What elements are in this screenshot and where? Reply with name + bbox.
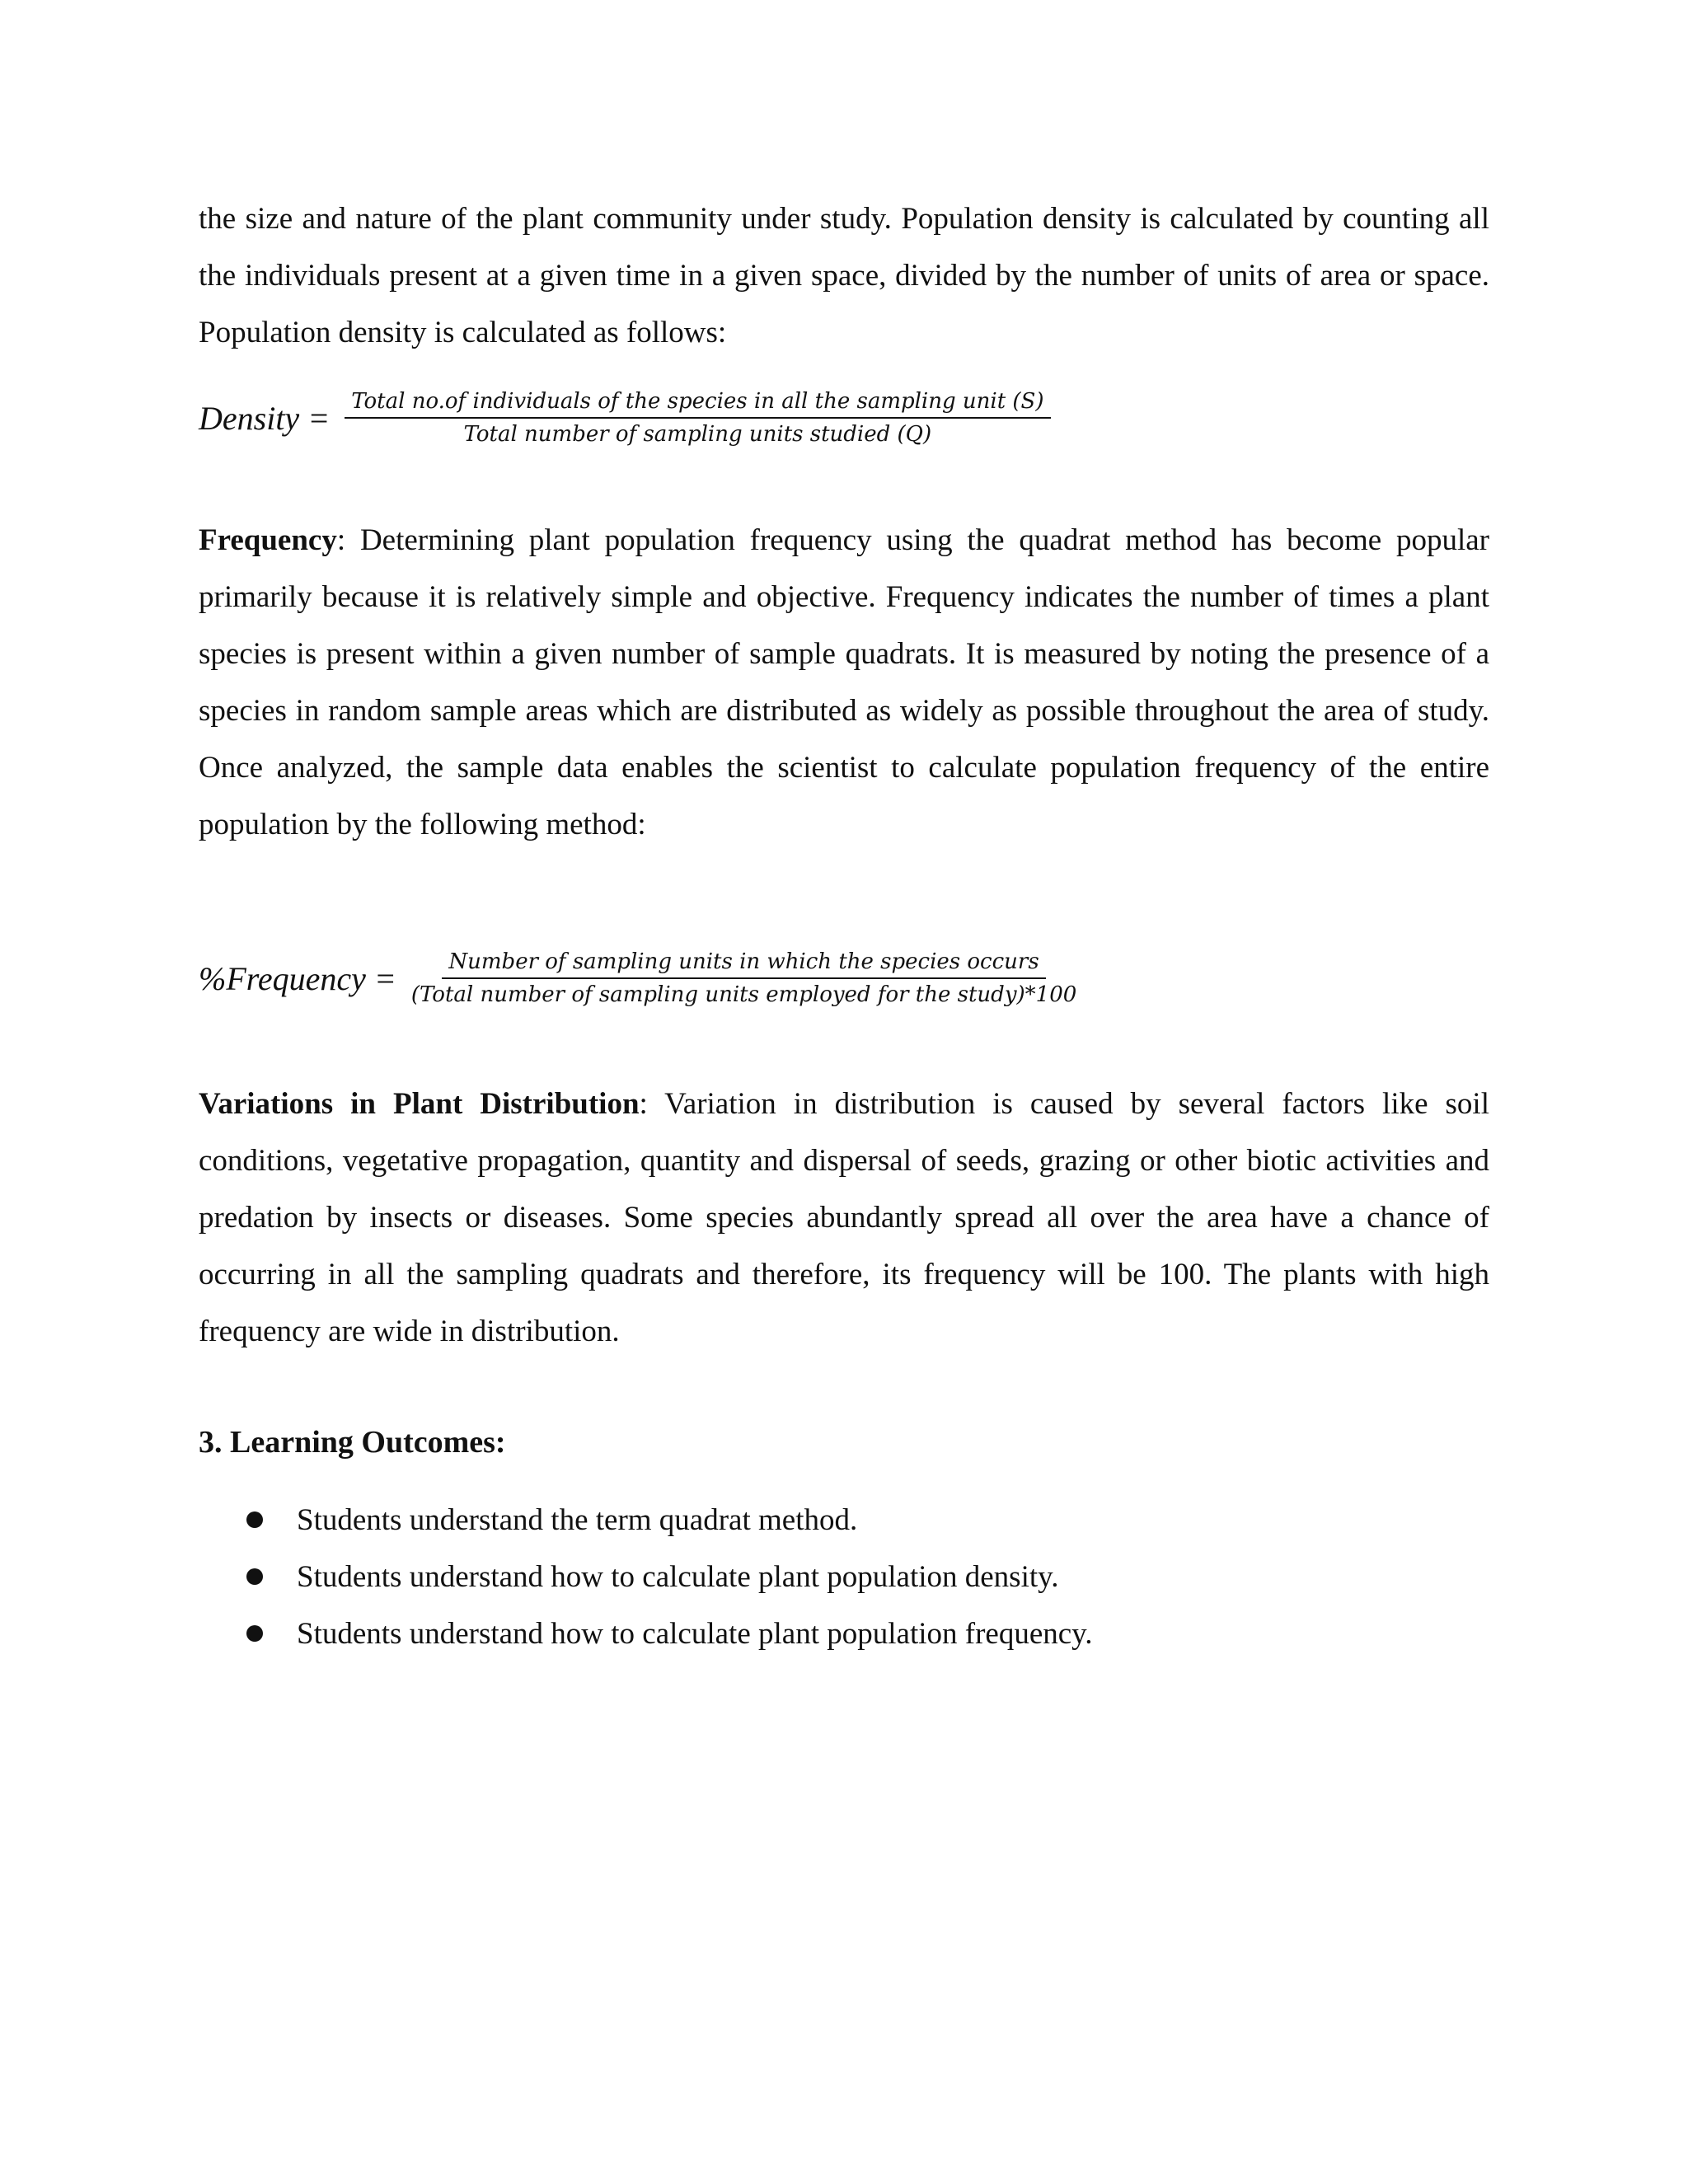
list-item [199, 1605, 1093, 1662]
bullet-icon [246, 1625, 263, 1642]
density-intro-paragraph [199, 190, 1489, 361]
frequency-denominator: (Total number of sampling units employed for the study)*100 [410, 982, 1077, 1007]
variations-paragraph [199, 1076, 1489, 1360]
list-item [199, 1492, 1093, 1549]
density-formula-lhs: Density = [199, 399, 339, 437]
density-intro-text: the size and nature of the plant community under study. Population density is calculated by counting all the individuals present at a given time in a given space, divided by the number of units of area or space. Population density is calculated as follows: [199, 202, 1489, 349]
density-denominator: Total number of sampling units studied (Q) [463, 422, 932, 447]
bullet-icon [246, 1511, 263, 1528]
list-item-text: Students understand the term quadrat method. [297, 1503, 858, 1537]
frequency-formula-lhs: %Frequency = [199, 959, 405, 997]
density-numerator: Total no.of individuals of the species in all the sampling unit (S) [345, 387, 1050, 419]
density-fraction [345, 387, 1050, 448]
list-item-text: Students understand how to calculate plant population frequency. [297, 1617, 1093, 1651]
bullet-icon [246, 1568, 263, 1585]
variations-text: : Variation in distribution is caused by several factors like soil conditions, vegetative propagation, quantity and dispersal of seeds, grazing or other biotic activities and predation by insects or diseases. Some species abundantly spread all over the area have a chance of occurring in all the sampling quadrats and therefore, its frequency will be 100. The plants with high frequency are wide in distribution. [199, 1087, 1489, 1348]
list-item-text: Students understand how to calculate plant population density. [297, 1560, 1059, 1594]
frequency-text: : Determining plant population frequency using the quadrat method has become popular primarily because it is relatively simple and objective. Frequency indicates the number of times a plant species is present within a given number of sample quadrats. It is measured by noting the presence of a species in random sample areas which are distributed as widely as possible throughout the area of study. Once analyzed, the sample data enables the scientist to calculate population frequency of the entire population by the following method: [199, 523, 1489, 841]
frequency-fraction [411, 948, 1076, 1009]
learning-outcomes-list [199, 1492, 1093, 1662]
frequency-term: Frequency [199, 523, 337, 557]
frequency-paragraph [199, 512, 1489, 853]
density-formula [199, 387, 1051, 448]
frequency-formula [199, 948, 1076, 1009]
list-item [199, 1549, 1093, 1605]
frequency-numerator: Number of sampling units in which the species occurs [442, 948, 1045, 979]
variations-term: Variations in Plant Distribution [199, 1087, 640, 1121]
learning-outcomes-heading: 3. Learning Outcomes: [199, 1425, 506, 1460]
